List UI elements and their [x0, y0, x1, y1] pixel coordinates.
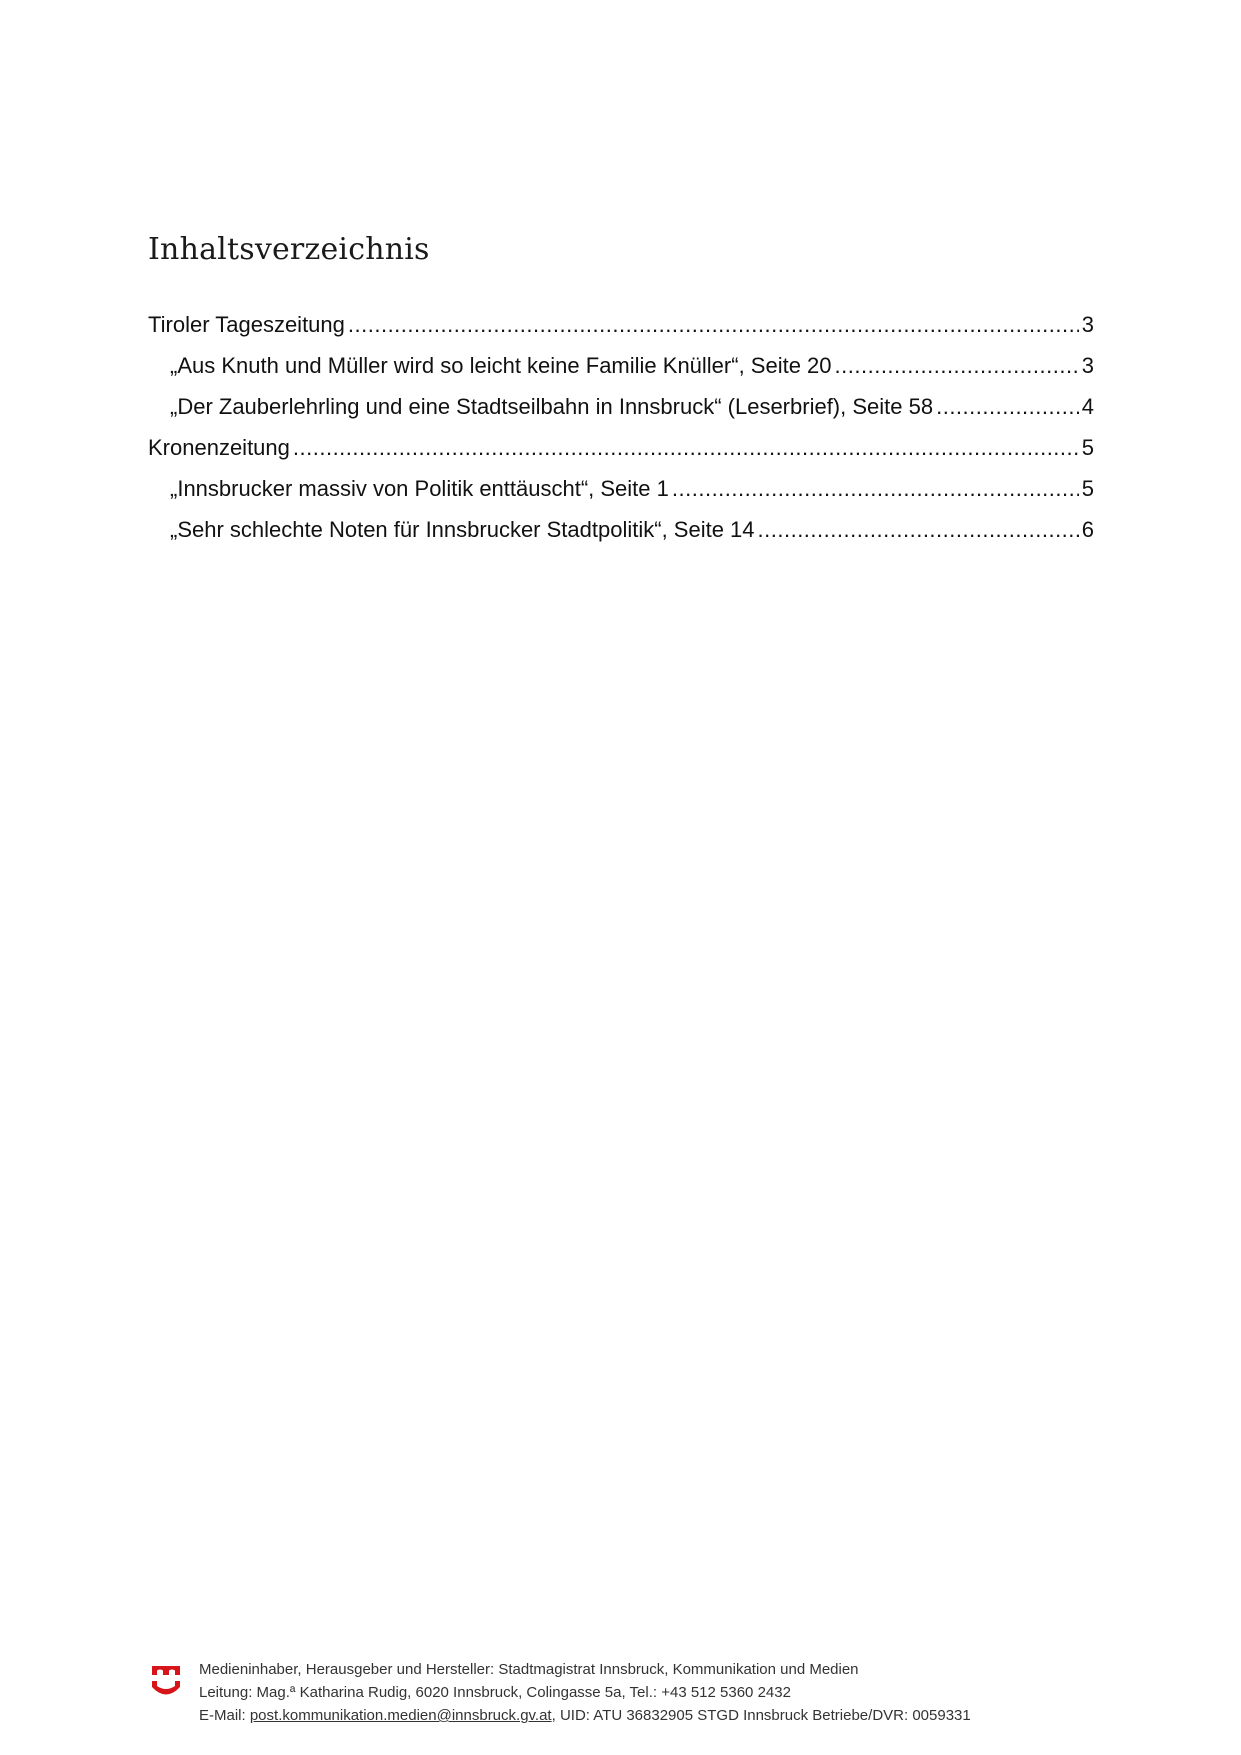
toc-page-number: 3	[1081, 353, 1094, 378]
toc-entry-title: „Aus Knuth und Müller wird so leicht keine Familie Knüller“, Seite 20	[170, 353, 832, 378]
toc-entry-tiroler-tageszeitung[interactable]	[148, 304, 1094, 345]
page-footer	[150, 1658, 1100, 1728]
toc-page-number: 6	[1081, 517, 1094, 542]
toc-page-number: 5	[1081, 476, 1094, 501]
toc-entry-title: „Innsbrucker massiv von Politik enttäuscht“, Seite 1	[170, 476, 669, 501]
toc-dot-leader	[758, 509, 1079, 550]
footer-line-contact	[199, 1704, 971, 1727]
innsbruck-coat-of-arms-icon	[150, 1662, 182, 1698]
footer-line-publisher: Medieninhaber, Herausgeber und Hersteller: Stadtmagistrat Innsbruck, Kommunikation und Medien	[199, 1661, 859, 1678]
toc-entry-title: „Der Zauberlehrling und eine Stadtseilbahn in Innsbruck“ (Leserbrief), Seite 58	[170, 394, 934, 419]
toc-page-number: 3	[1081, 312, 1094, 337]
toc-list	[148, 304, 1094, 550]
toc-entry-title: Tiroler Tageszeitung	[148, 312, 345, 337]
toc-entry-knuth-mueller[interactable]	[148, 345, 1094, 386]
toc-entry-kronenzeitung[interactable]	[148, 427, 1094, 468]
toc-dot-leader	[348, 304, 1079, 345]
toc-entry-zauberlehrling[interactable]	[148, 386, 1094, 427]
toc-entry-title: „Sehr schlechte Noten für Innsbrucker Stadtpolitik“, Seite 14	[170, 517, 755, 542]
toc-heading: Inhaltsverzeichnis	[148, 232, 430, 267]
footer-line-suffix: , UID: ATU 36832905 STGD Innsbruck Betriebe/DVR: 0059331	[551, 1707, 971, 1724]
toc-entry-schlechte-noten[interactable]	[148, 509, 1094, 550]
toc-entry-title: Kronenzeitung	[148, 435, 290, 460]
toc-page-number: 4	[1081, 394, 1094, 419]
toc-dot-leader	[835, 345, 1079, 386]
toc-dot-leader	[936, 386, 1079, 427]
toc-dot-leader	[293, 427, 1079, 468]
toc-page-number: 5	[1081, 435, 1094, 460]
footer-email-link[interactable]: post.kommunikation.medien@innsbruck.gv.at	[249, 1707, 552, 1724]
toc-entry-politik-enttaeuscht[interactable]	[148, 468, 1094, 509]
toc-dot-leader	[672, 468, 1079, 509]
footer-email-prefix: E-Mail:	[199, 1707, 250, 1724]
footer-line-management: Leitung: Mag.ª Katharina Rudig, 6020 Innsbruck, Colingasse 5a, Tel.: +43 512 5360 2432	[199, 1684, 791, 1701]
footer-imprint	[199, 1658, 971, 1727]
